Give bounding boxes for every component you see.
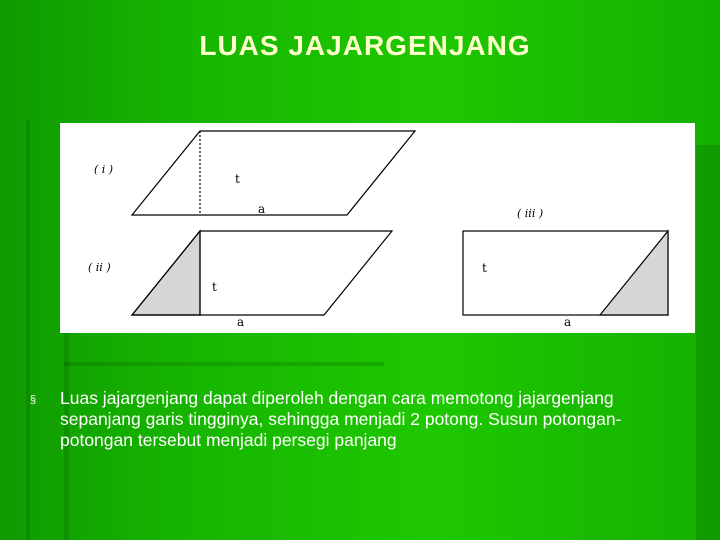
bullet-point (30, 388, 680, 451)
parallelogram-diagram (60, 123, 695, 333)
label-base-ii: a (237, 315, 245, 329)
diagram-panel (60, 123, 695, 333)
slide-title: LUAS JAJARGENJANG (199, 30, 531, 61)
label-base-iii: a (564, 315, 572, 329)
parallelogram-i (132, 131, 415, 215)
label-step-iii: ( iii ) (517, 207, 544, 220)
moved-triangle-iii (600, 231, 668, 315)
label-base-i: a (258, 202, 266, 216)
bg-stripe-horizontal (64, 362, 384, 366)
label-height-iii: t (482, 261, 487, 275)
label-step-ii: ( ii ) (88, 261, 111, 274)
label-height-i: t (235, 172, 240, 186)
bg-stripe-left (26, 120, 30, 540)
bg-stripe-right (696, 145, 720, 540)
bullet-square-icon: § (30, 394, 37, 406)
label-step-i: ( i ) (94, 163, 114, 176)
label-height-ii: t (212, 280, 217, 294)
bullet-text: Luas jajargenjang dapat diperoleh dengan cara memotong jajargenjang sepanjang garis tingginya, sehingga menjadi 2 potong. Susun potongan-potongan tersebut menjadi persegi panjang (60, 388, 622, 450)
